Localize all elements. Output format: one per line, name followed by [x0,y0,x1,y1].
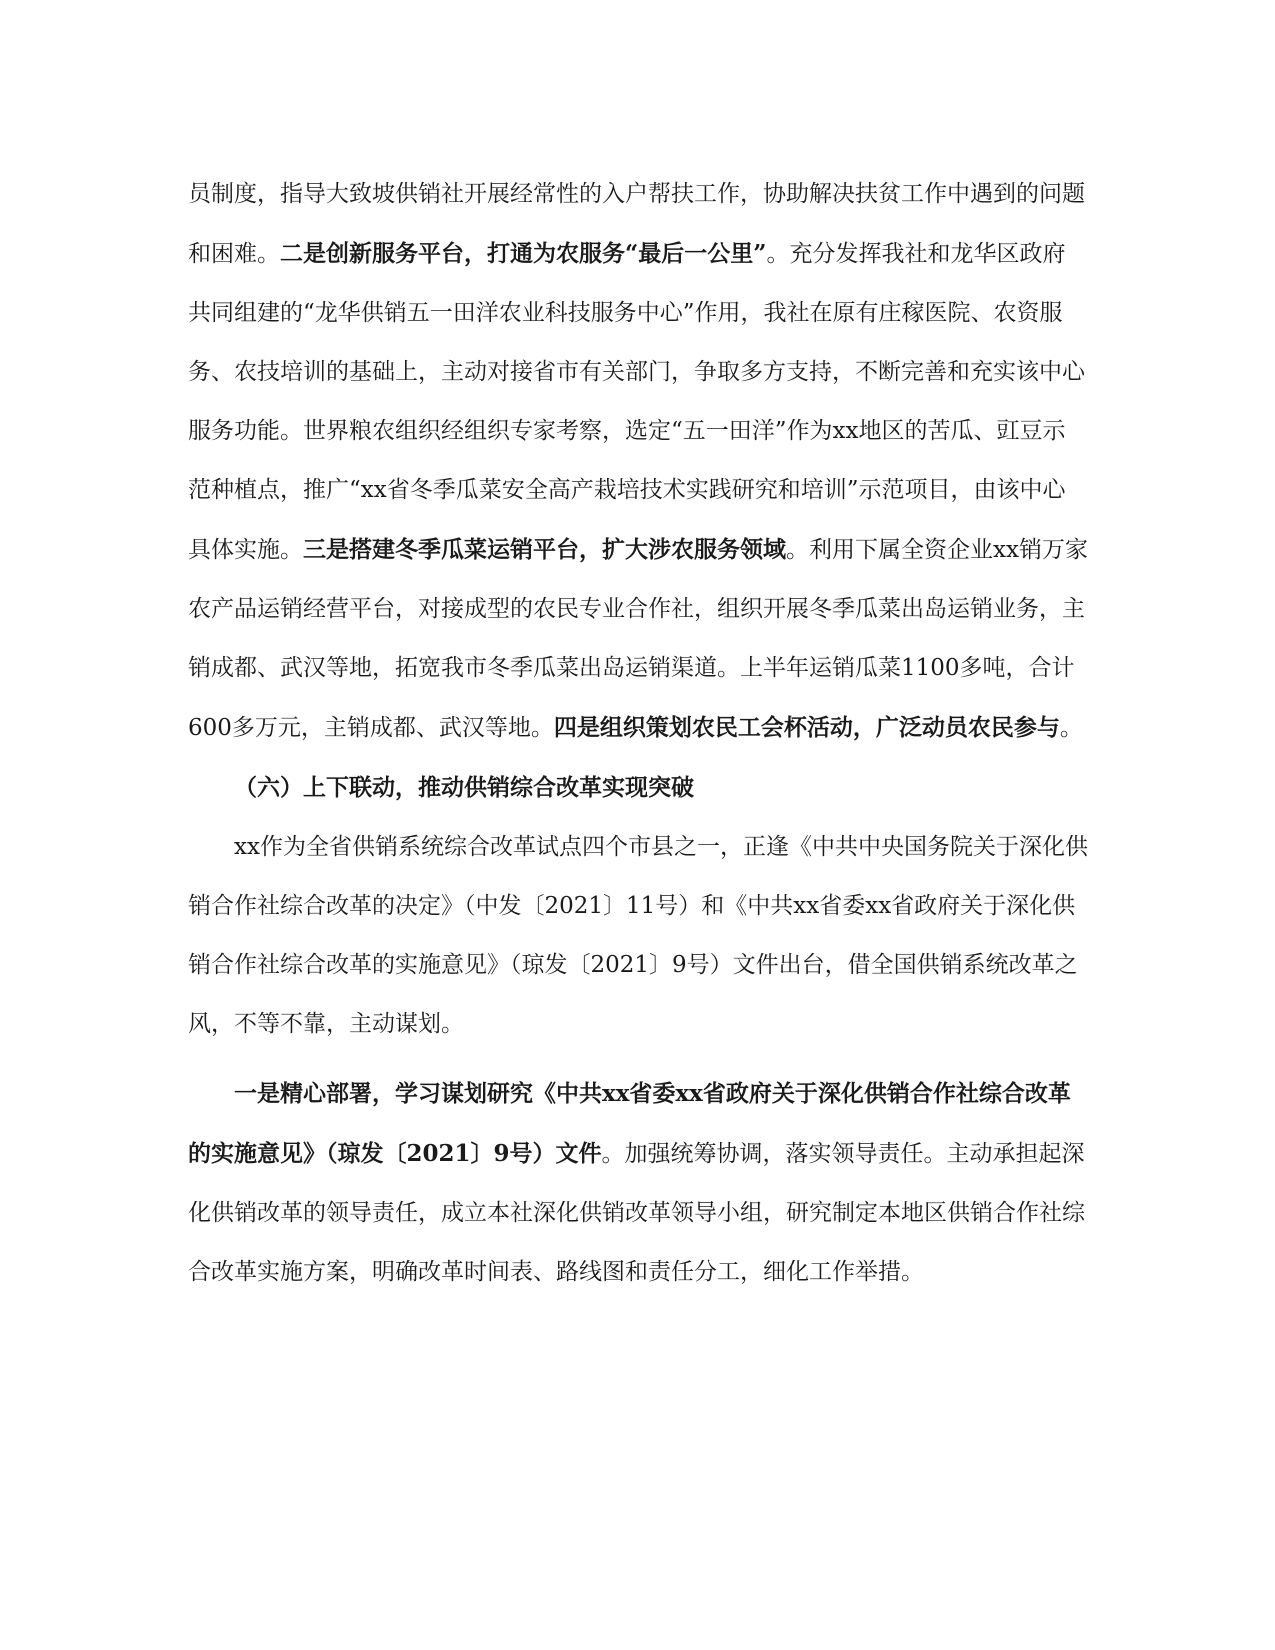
section-heading [188,758,1088,818]
bold-heading-run: 一是精心部署，学习谋划研究《中共xx省委xx省政府关于深化供销合作社综合改革的实施意见》（琼发〔2021〕9号）文件 [188,1080,1071,1167]
text-run: 。利用下属全资企业xx销万家农产品运销经营平台，对接成型的农民专业合作社，组织开展冬季瓜菜出岛运销业务，主销成都、武汉等地，拓宽我市冬季瓜菜出岛运销渠道。上半年运销瓜菜1100多吨，合计600多万元，主销成都、武汉等地。 [188,537,1088,741]
text-run: 。充分发挥我社和龙华区政府共同组建的“龙华供销五一田洋农业科技服务中心”作用，我社在原有庄稼医院、农资服务、农技培训的基础上，主动对接省市有关部门，争取多方支持，不断完善和充实该中心服务功能。世界粮农组织经组织专家考察，选定“五一田洋”作为xx地区的苦瓜、豇豆示范种植点，推广“xx省冬季瓜菜安全高产栽培技术实践研究和培训”示范项目，由该中心具体实施。 [188,241,1085,563]
section-heading-text: （六）上下联动，推动供销综合改革实现突破 [234,774,694,801]
text-run: 员制度，指导大致坡供销社开展经常性的入户帮扶工作，协助解决扶贫工作中遇到的问题和困难。 [188,181,1085,267]
text-run: xx作为全省供销系统综合改革试点四个市县之一，正逢《中共中央国务院关于深化供销合作社综合改革的决定》（中发〔2021〕11号）和《中共xx省委xx省政府关于深化供销合作社综合改革的实施意见》（琼发〔2021〕9号）文件出台，借全国供销系统改革之风，不等不靠，主动谋划。 [188,834,1088,1037]
bold-heading-run: 四是组织策划农民工会杯活动，广泛动员农民参与 [553,714,1060,741]
paragraph [188,818,1088,1054]
document-body [188,165,1088,1302]
bold-heading-run: 三是搭建冬季瓜菜运销平台，扩大涉农服务领域 [303,536,786,563]
paragraph-gap [188,1054,1088,1064]
text-run: 。加强统筹协调，落实领导责任。主动承担起深化供销改革的领导责任，成立本社深化供销改革领导小组，研究制定本地区供销合作社综合改革实施方案，明确改革时间表、路线图和责任分工，细化工作举措。 [188,1141,1085,1285]
paragraph-continued [188,165,1088,758]
text-run: 。 [1059,715,1083,741]
paragraph [188,1064,1088,1302]
bold-heading-run: 二是创新服务平台，打通为农服务“最后一公里” [280,240,767,267]
